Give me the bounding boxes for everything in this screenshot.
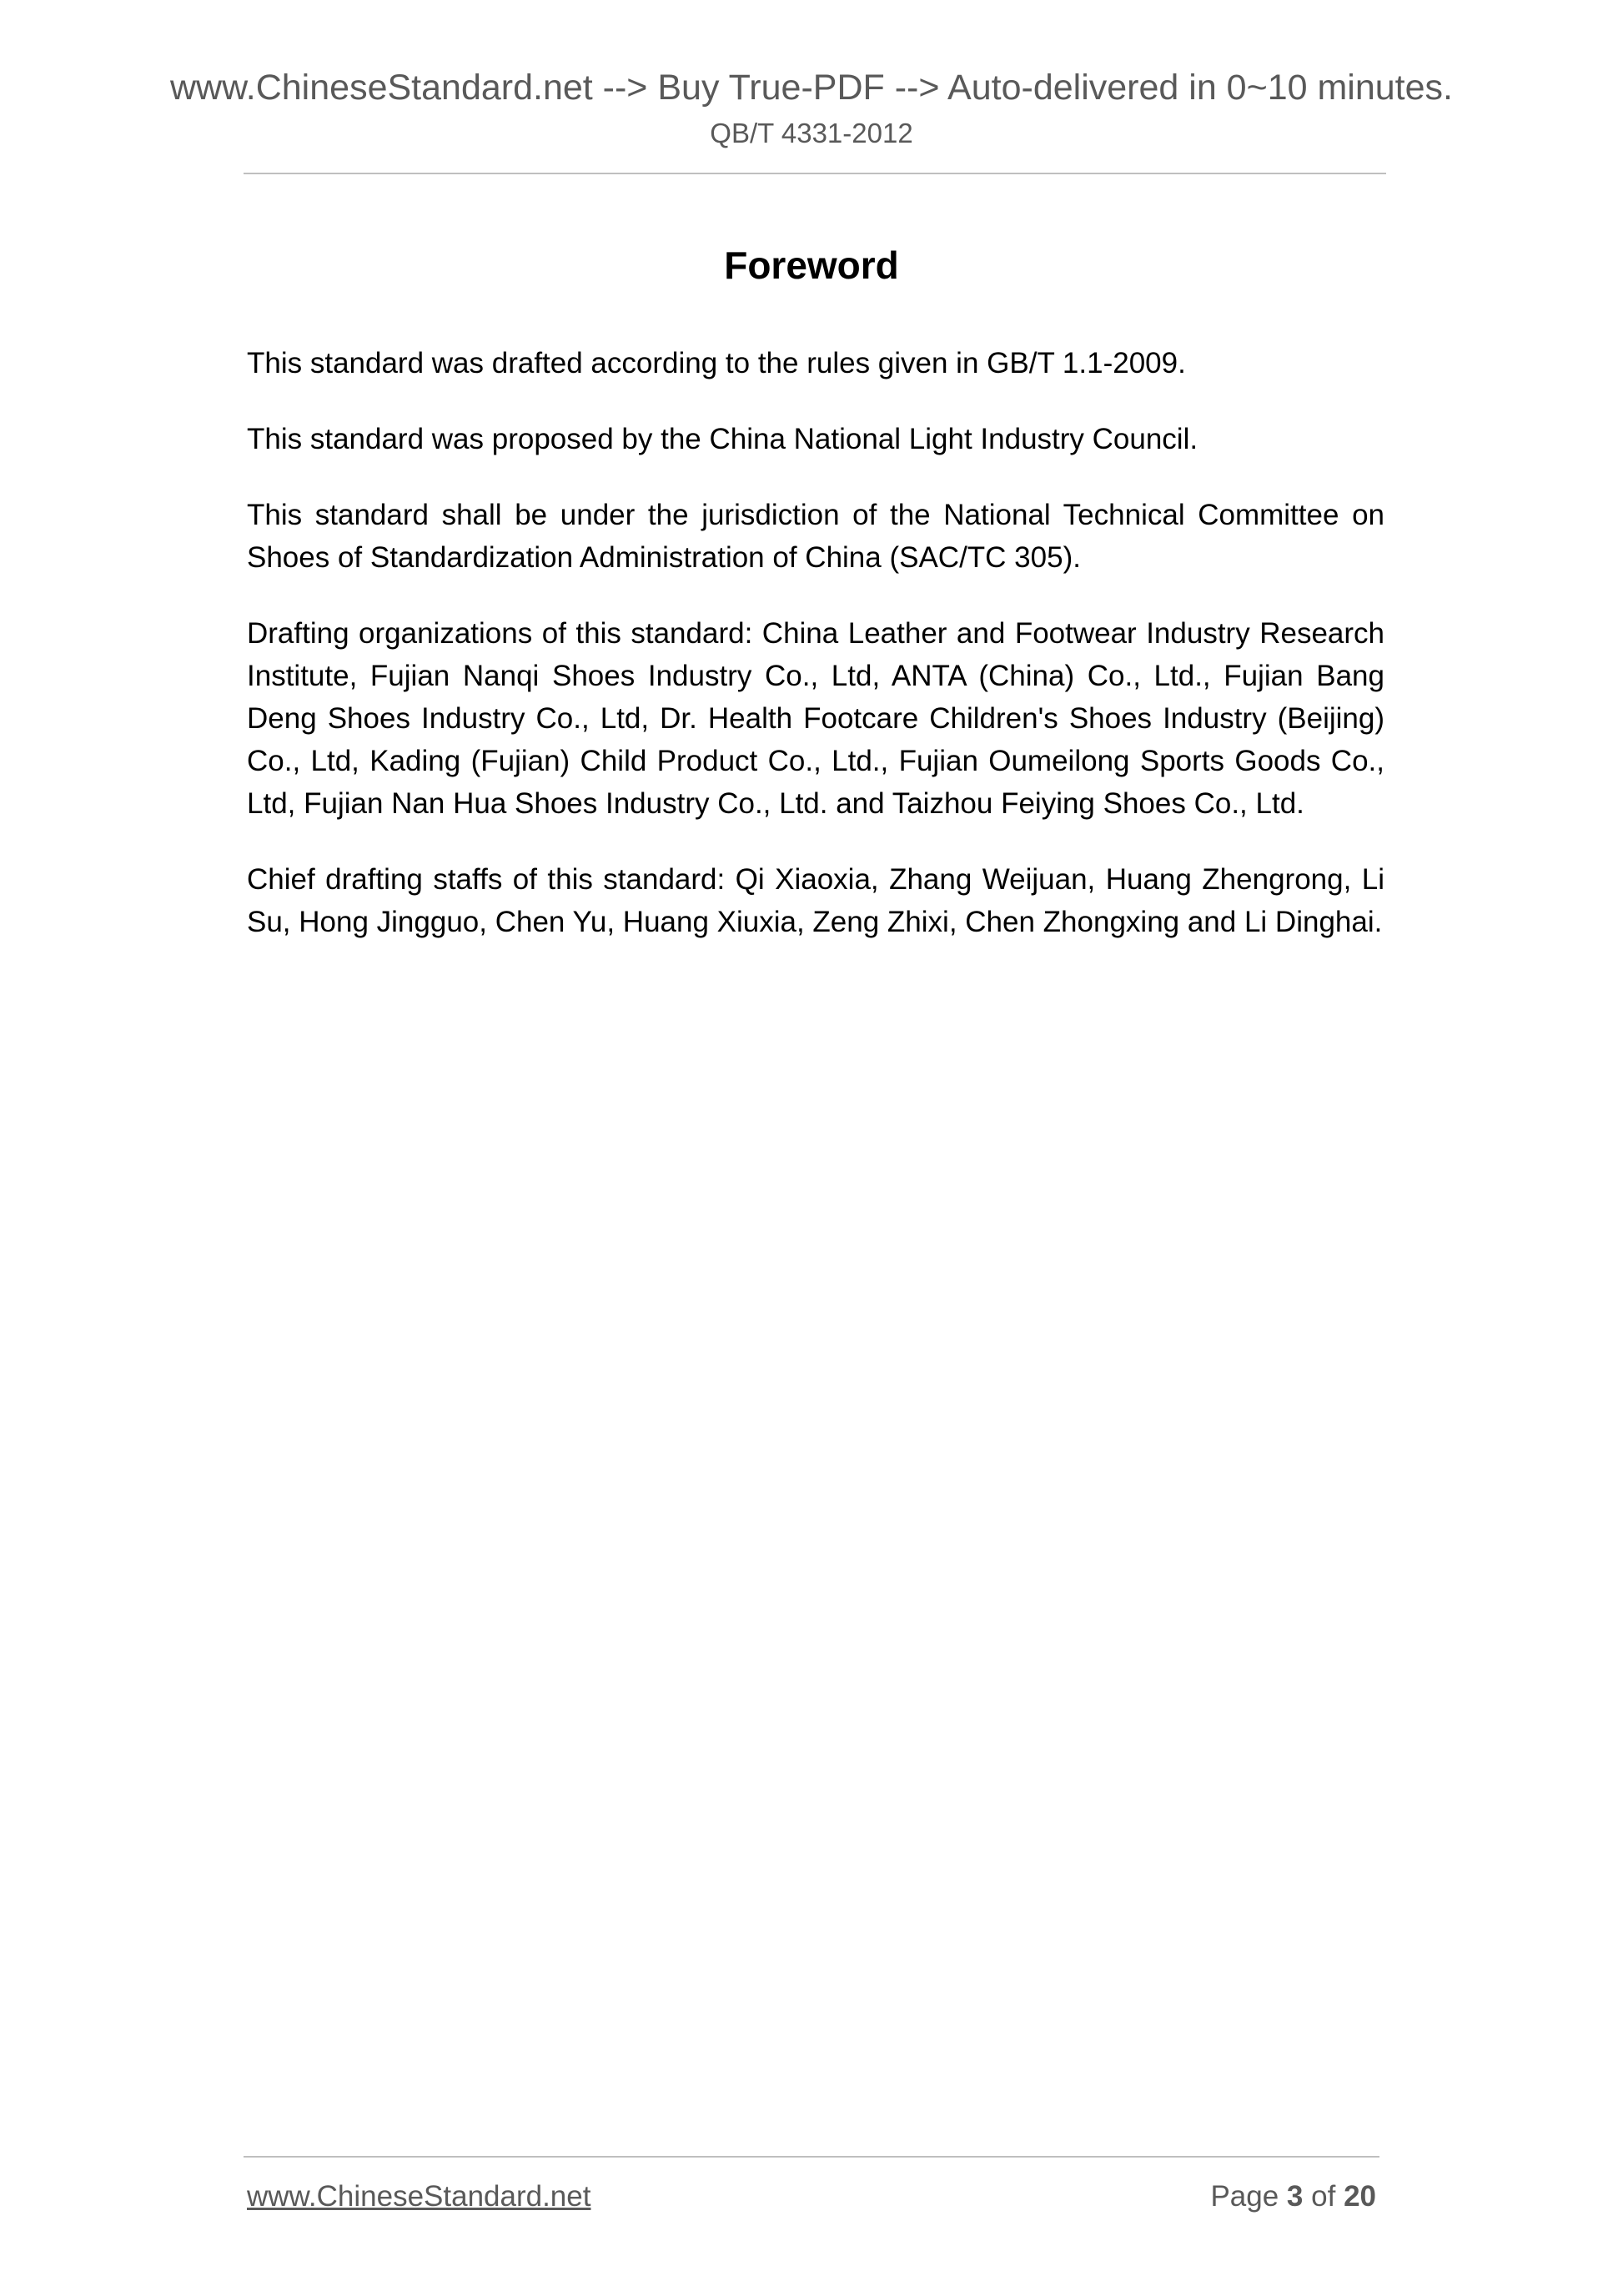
page-of: of xyxy=(1311,2180,1336,2213)
site-banner: www.ChineseStandard.net --> Buy True-PDF --> Auto-delivered in 0~10 minutes. xyxy=(169,68,1453,108)
paragraph-jurisdiction: This standard shall be under the jurisdiction of the National Technical Committee on Shoes of Standardization Administration of China (SAC/TC 305). xyxy=(247,499,1384,574)
footer-divider xyxy=(244,2156,1379,2158)
page-title: Foreword xyxy=(724,244,899,287)
header-divider xyxy=(244,173,1386,174)
document-code: QB/T 4331-2012 xyxy=(710,118,913,148)
footer-site-link[interactable]: www.ChineseStandard.net xyxy=(247,2180,591,2213)
foreword-body xyxy=(247,342,1384,977)
page-number xyxy=(1210,2178,1376,2215)
paragraph-proposed-by: This standard was proposed by the China National Light Industry Council. xyxy=(247,423,1198,455)
paragraph-drafting-rules: This standard was drafted according to the rules given in GB/T 1.1-2009. xyxy=(247,347,1186,379)
paragraph-drafting-organizations: Drafting organizations of this standard: China Leather and Footwear Industry Research Institute, Fujian Nanqi Shoes Industry Co., Ltd, ANTA (China) Co., Ltd., Fujian Bang Deng Shoes Industry Co., Ltd, Dr. Health Footcare Children's Shoes Industry (Beijing) Co., Ltd, Kading (Fujian) Child Product Co., Ltd., Fujian Oumeilong Sports Goods Co., Ltd, Fujian Nan Hua Shoes Industry Co., Ltd. and Taizhou Feiying Shoes Co., Ltd. xyxy=(247,617,1384,820)
paragraph-chief-drafters: Chief drafting staffs of this standard: Qi Xiaoxia, Zhang Weijuan, Huang Zhengrong, Li Su, Hong Jingguo, Chen Yu, Huang Xiuxia, Zeng Zhixi, Chen Zhongxing and Li Dinghai. xyxy=(247,863,1384,938)
page-current: 3 xyxy=(1286,2180,1304,2213)
page-total: 20 xyxy=(1344,2180,1376,2213)
page-prefix: Page xyxy=(1210,2180,1279,2213)
